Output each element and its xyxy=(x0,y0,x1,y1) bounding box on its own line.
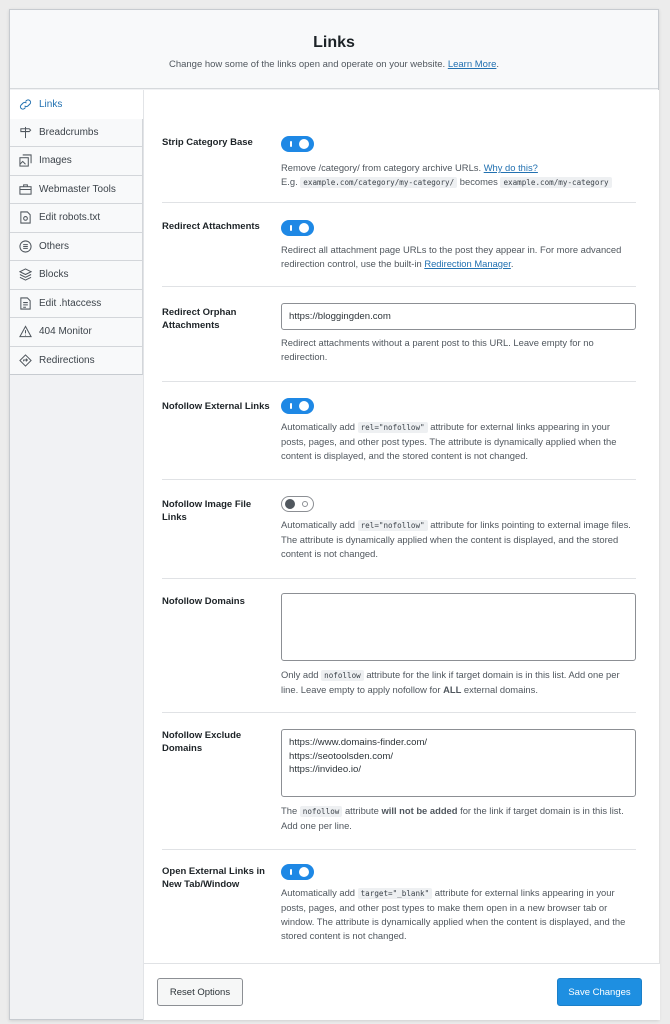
open-external-toggle[interactable] xyxy=(281,864,314,880)
setting-description: Automatically add target="_blank" attribute for external links appearing in your posts, pages, and other post types to make them open in a new browser tab or window. The attribute is dynamically applied when the content is displayed, and the stored content is not changed. xyxy=(281,887,626,941)
setting-redirect-attachments xyxy=(162,203,636,287)
sidebar-item-images[interactable] xyxy=(10,147,143,176)
file-edit-icon xyxy=(19,297,32,310)
blocks-icon xyxy=(19,268,32,281)
sidebar-item-others[interactable] xyxy=(10,233,143,262)
sidebar-item-label: Breadcrumbs xyxy=(39,126,99,138)
sidebar-item-webmaster-tools[interactable] xyxy=(10,176,143,205)
redirect-attachments-toggle[interactable] xyxy=(281,220,314,236)
setting-label: Nofollow Image File Links xyxy=(162,499,252,523)
sidebar-item-label: Edit robots.txt xyxy=(39,212,101,224)
warning-icon xyxy=(19,325,32,338)
strip-category-toggle[interactable] xyxy=(281,136,314,152)
setting-label: Strip Category Base xyxy=(162,137,253,148)
nofollow-domains-textarea[interactable] xyxy=(281,593,636,661)
setting-nofollow-external xyxy=(162,382,636,480)
settings-panel xyxy=(9,9,659,1020)
redirection-manager-link[interactable]: Redirection Manager xyxy=(424,258,511,269)
signpost-icon xyxy=(19,126,32,139)
sidebar-item-htaccess[interactable] xyxy=(10,290,143,319)
sidebar-item-breadcrumbs[interactable] xyxy=(10,119,143,148)
sidebar-item-label: Links xyxy=(39,98,63,110)
settings-sidebar xyxy=(10,90,143,375)
setting-label: Nofollow External Links xyxy=(162,401,270,412)
nofollow-external-toggle[interactable] xyxy=(281,398,314,414)
sidebar-item-blocks[interactable] xyxy=(10,261,143,290)
setting-description: Automatically add rel="nofollow" attribute for external links appearing in your posts, pages, and other post types. The attribute is dynamically applied when the content is displayed, and the stored content is not changed. xyxy=(281,421,617,461)
setting-nofollow-image xyxy=(162,480,636,579)
setting-description: Redirect attachments without a parent post to this URL. Leave empty for no redirection. xyxy=(281,337,594,362)
setting-label: Nofollow Exclude Domains xyxy=(162,730,242,754)
settings-footer xyxy=(144,963,660,1020)
learn-more-link[interactable]: Learn More xyxy=(447,59,497,70)
sidebar-item-label: 404 Monitor xyxy=(39,326,92,338)
link-icon xyxy=(19,98,32,111)
setting-strip-category-base xyxy=(162,117,636,203)
setting-open-external xyxy=(162,850,636,963)
toolbox-icon xyxy=(19,183,32,196)
setting-description: The nofollow attribute will not be added for the link if target domain is in this list. Add one per line. xyxy=(281,805,624,831)
setting-description: Remove /category/ from category archive URLs. Why do this? E.g. example.com/category/my-category/ becomes example.com/my-category xyxy=(281,161,636,190)
setting-nofollow-domains xyxy=(162,579,636,713)
page-subtitle: Change how some of the links open and operate on your website. Learn More. xyxy=(168,59,500,70)
page-header xyxy=(10,10,658,89)
sidebar-item-label: Edit .htaccess xyxy=(39,297,102,309)
reset-options-button[interactable]: Reset Options xyxy=(157,978,243,1006)
settings-content xyxy=(143,90,659,1020)
sidebar-item-label: Redirections xyxy=(39,354,95,366)
setting-redirect-orphan xyxy=(162,287,636,382)
nofollow-image-toggle[interactable] xyxy=(281,496,314,512)
page-title: Links xyxy=(313,34,355,51)
redirect-orphan-url-input[interactable]: https://bloggingden.com xyxy=(281,303,636,330)
robot-file-icon xyxy=(19,211,32,224)
sidebar-item-robots[interactable] xyxy=(10,204,143,233)
sidebar-item-label: Blocks xyxy=(39,269,69,281)
sidebar-item-links[interactable] xyxy=(10,90,143,119)
sidebar-item-label: Others xyxy=(39,240,70,252)
setting-nofollow-exclude xyxy=(162,713,636,850)
why-do-this-link[interactable]: Why do this? xyxy=(483,162,538,173)
nofollow-exclude-textarea[interactable]: https://www.domains-finder.com/ https://seotoolsden.com/ https://invideo.io/ xyxy=(281,729,636,797)
setting-description: Only add nofollow attribute for the link if target domain is in this list. Add one per line. Leave empty to apply nofollow for ALL external domains. xyxy=(281,669,620,695)
setting-description: Automatically add rel="nofollow" attribute for links pointing to external image files. The attribute is dynamically applied when the content is displayed, and the stored content is not changed. xyxy=(281,519,631,559)
redirect-icon xyxy=(19,354,32,367)
save-changes-button[interactable]: Save Changes xyxy=(557,978,642,1006)
setting-label: Nofollow Domains xyxy=(162,596,245,607)
images-icon xyxy=(19,154,32,167)
setting-label: Redirect Orphan Attachments xyxy=(162,307,237,331)
setting-label: Open External Links in New Tab/Window xyxy=(162,866,265,890)
setting-description: Redirect all attachment page URLs to the post they appear in. For more advanced redirection control, use the built-in Redirection Manager. xyxy=(281,244,622,269)
sidebar-item-redirections[interactable] xyxy=(10,347,143,376)
list-circle-icon xyxy=(19,240,32,253)
sidebar-item-label: Webmaster Tools xyxy=(39,183,116,195)
sidebar-item-label: Images xyxy=(39,155,72,167)
sidebar-item-404-monitor[interactable] xyxy=(10,318,143,347)
setting-label: Redirect Attachments xyxy=(162,221,260,232)
